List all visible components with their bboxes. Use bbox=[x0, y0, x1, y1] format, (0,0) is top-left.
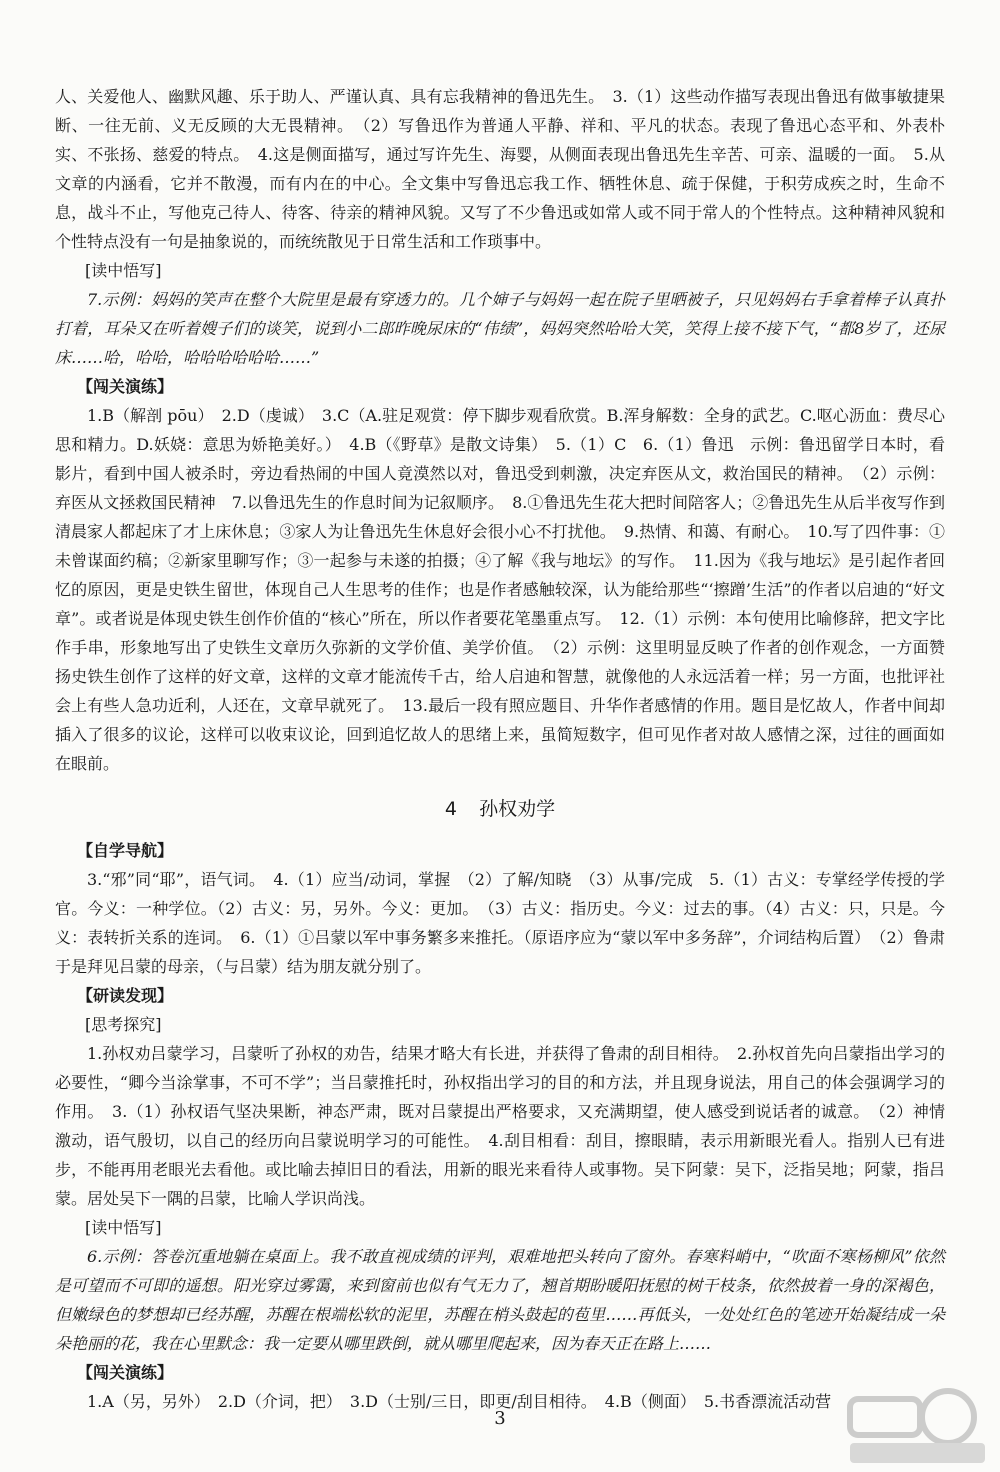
section-self-study: 【自学导航】 bbox=[77, 841, 174, 860]
lesson-name: 孙权劝学 bbox=[479, 798, 556, 820]
paragraph-luxun-answers: 人、关爱他人、幽默风趣、乐于助人、严谨认真、具有忘我精神的鲁迅先生。 3.（1）这些动作描写表现出鲁迅有做事敏捷果断、一往无前、义无反顾的大无畏精神。 （2）写鲁迅作为普通人平静、祥和、平凡的状态。表现了鲁迅心态平和、外表朴实、不张扬、慈爱的特点。 4.这是侧面描写，通过写许先生、海婴，从侧面表现出鲁迅先生辛苦、可亲、温暖的一面。 5.从文章的内涵看，它并不散漫，而有内在的中心。全文集中写鲁迅忘我工作、牺牲休息、疏于保健，于积劳成疾之时，生命不息，战斗不止，写他克己待人、待客、待亲的精神风貌。又写了不少鲁迅或如常人或不同于常人的个性特点。这种精神风貌和个性特点没有一句是抽象说的，而统统散见于日常生活和工作琐事中。 bbox=[55, 87, 945, 251]
section-reading-discovery: 【研读发现】 bbox=[77, 986, 174, 1005]
section-practice-1: 【闯关演练】 bbox=[77, 377, 174, 396]
answer-page bbox=[55, 82, 945, 1416]
page-number: 3 bbox=[494, 1408, 506, 1429]
watermark-logo-icon bbox=[840, 1385, 990, 1467]
lesson-number: 4 bbox=[444, 798, 458, 820]
subheading-think-explore: [思考探究] bbox=[85, 1015, 162, 1034]
paragraph-self-study-answers: 3.“邪”同“耶”，语气词。 4.（1）应当/动词，掌握 （2）了解/知晓 （3）从事/完成 5.（1）古义：专掌经学传授的学官。今义：一种学位。（2）古义：另，另外。今义：更加。 （3）古义：指历史。今义：过去的事。（4）古义：只，只是。今义：表转折关系的连词。 6.（1）①吕蒙以军中事务繁多来推托。（原语序应为“蒙以军中多务辞”，介词结构后置） （2）鲁肃于是拜见吕蒙的母亲，（与吕蒙）结为朋友就分别了。 bbox=[55, 870, 945, 976]
subheading-read-write-2: [读中悟写] bbox=[85, 1218, 162, 1237]
paragraph-example-6: 6.示例：答卷沉重地躺在桌面上。我不敢直视成绩的评判，艰难地把头转向了窗外。春寒料峭中，“吹面不寒杨柳风”依然是可望而不可即的遥想。阳光穿过雾霭，来到窗前也似有气无力了，翘首期盼暖阳抚慰的树干枝条，依然披着一身的深褐色，但嫩绿色的梦想却已经苏醒，苏醒在根端松软的泥里，苏醒在梢头鼓起的苞里……再低头，一处处红色的笔迹开始凝结成一朵朵艳丽的花，我在心里默念：我一定要从哪里跌倒，就从哪里爬起来，因为春天正在路上…… bbox=[55, 1247, 945, 1353]
paragraph-practice-answers-1: 1.B（解剖 pōu） 2.D（虔诚） 3.C（A.驻足观赏：停下脚步观看欣赏。B.浑身解数：全身的武艺。C.呕心沥血：费尽心思和精力。D.妖娆：意思为娇艳美好。） 4.B（《野草》是散文诗集） 5.（1）C 6.（1）鲁迅 示例：鲁迅留学日本时，看影片，看到中国人被杀时，旁边看热闹的中国人竟漠然以对，鲁迅受到刺激，决定弃医从文，救治国民的精神。 （2）示例：弃医从文拯救国民精神 7.以鲁迅先生的作息时间为记叙顺序。 8.①鲁迅先生花大把时间陪客人；②鲁迅先生从后半夜写作到清晨家人都起床了才上床休息；③家人为让鲁迅先生休息好会很小心不打扰他。 9.热情、和蔼、有耐心。 10.写了四件事：①未曾谋面约稿；②新家里聊写作；③一起参与未遂的拍摄；④了解《我与地坛》的写作。 11.因为《我与地坛》是引起作者回忆的原因，更是史铁生留世，体现自己人生思考的佳作；也是作者感触较深，认为能给那些“‘擦蹭’生活”的作者以启迪的“好文章”。或者说是体现史铁生创作价值的“核心”所在，所以作者要花笔墨重点写。 12.（1）示例：本句使用比喻修辞，把文字比作手串，形象地写出了史铁生文章历久弥新的文学价值、美学价值。 （2）示例：这里明显反映了作者的创作观念，一方面赞扬史铁生创作了这样的好文章，这样的文章才能流传千古，给人启迪和智慧，就像他的人永远活着一样；另一方面，也批评社会上有些人急功近利，人还在，文章早就死了。 13.最后一段有照应题目、升华作者感情的作用。题目是忆故人，作者中间却插入了很多的议论，这样可以收束议论，回到追忆故人的思绪上来，虽简短数字，但可见作者对故人感情之深，过往的画面如在眼前。 bbox=[55, 406, 945, 773]
lesson-title bbox=[55, 792, 945, 826]
paragraph-example-7: 7.示例：妈妈的笑声在整个大院里是最有穿透力的。几个婶子与妈妈一起在院子里晒被子，只见妈妈右手拿着棒子认真扑打着，耳朵又在听着嫂子们的谈笑，说到小二郎昨晚尿床的“伟绩”，妈妈突然哈哈大笑，笑得上接不接下气，“都8岁了，还尿床……哈，哈哈，哈哈哈哈哈哈……” bbox=[55, 290, 945, 367]
paragraph-practice-answers-2: 1.A（另，另外） 2.D（介词，把） 3.D（士别/三日，即更/刮目相待。 4.B（侧面） 5.书香漂流活动营 bbox=[87, 1392, 832, 1411]
subheading-read-write-1: [读中悟写] bbox=[85, 261, 162, 280]
section-practice-2: 【闯关演练】 bbox=[77, 1363, 174, 1382]
paragraph-explore-answers: 1.孙权劝吕蒙学习，吕蒙听了孙权的劝告，结果才略大有长进，并获得了鲁肃的刮目相待。 2.孙权首先向吕蒙指出学习的必要性，“卿今当涂掌事，不可不学”；当吕蒙推托时，孙权指出学习的目的和方法，并且现身说法，用自己的体会强调学习的作用。 3.（1）孙权语气坚决果断，神态严肃，既对吕蒙提出严格要求，又充满期望，使人感受到说话者的诚意。 （2）神情激动，语气殷切，以自己的经历向吕蒙说明学习的可能性。 4.刮目相看：刮目，擦眼睛，表示用新眼光看人。指别人已有进步，不能再用老眼光去看他。或比喻去掉旧日的看法，用新的眼光来看待人或事物。吴下阿蒙：吴下，泛指吴地；阿蒙，指吕蒙。居处吴下一隅的吕蒙，比喻人学识尚浅。 bbox=[55, 1044, 945, 1208]
